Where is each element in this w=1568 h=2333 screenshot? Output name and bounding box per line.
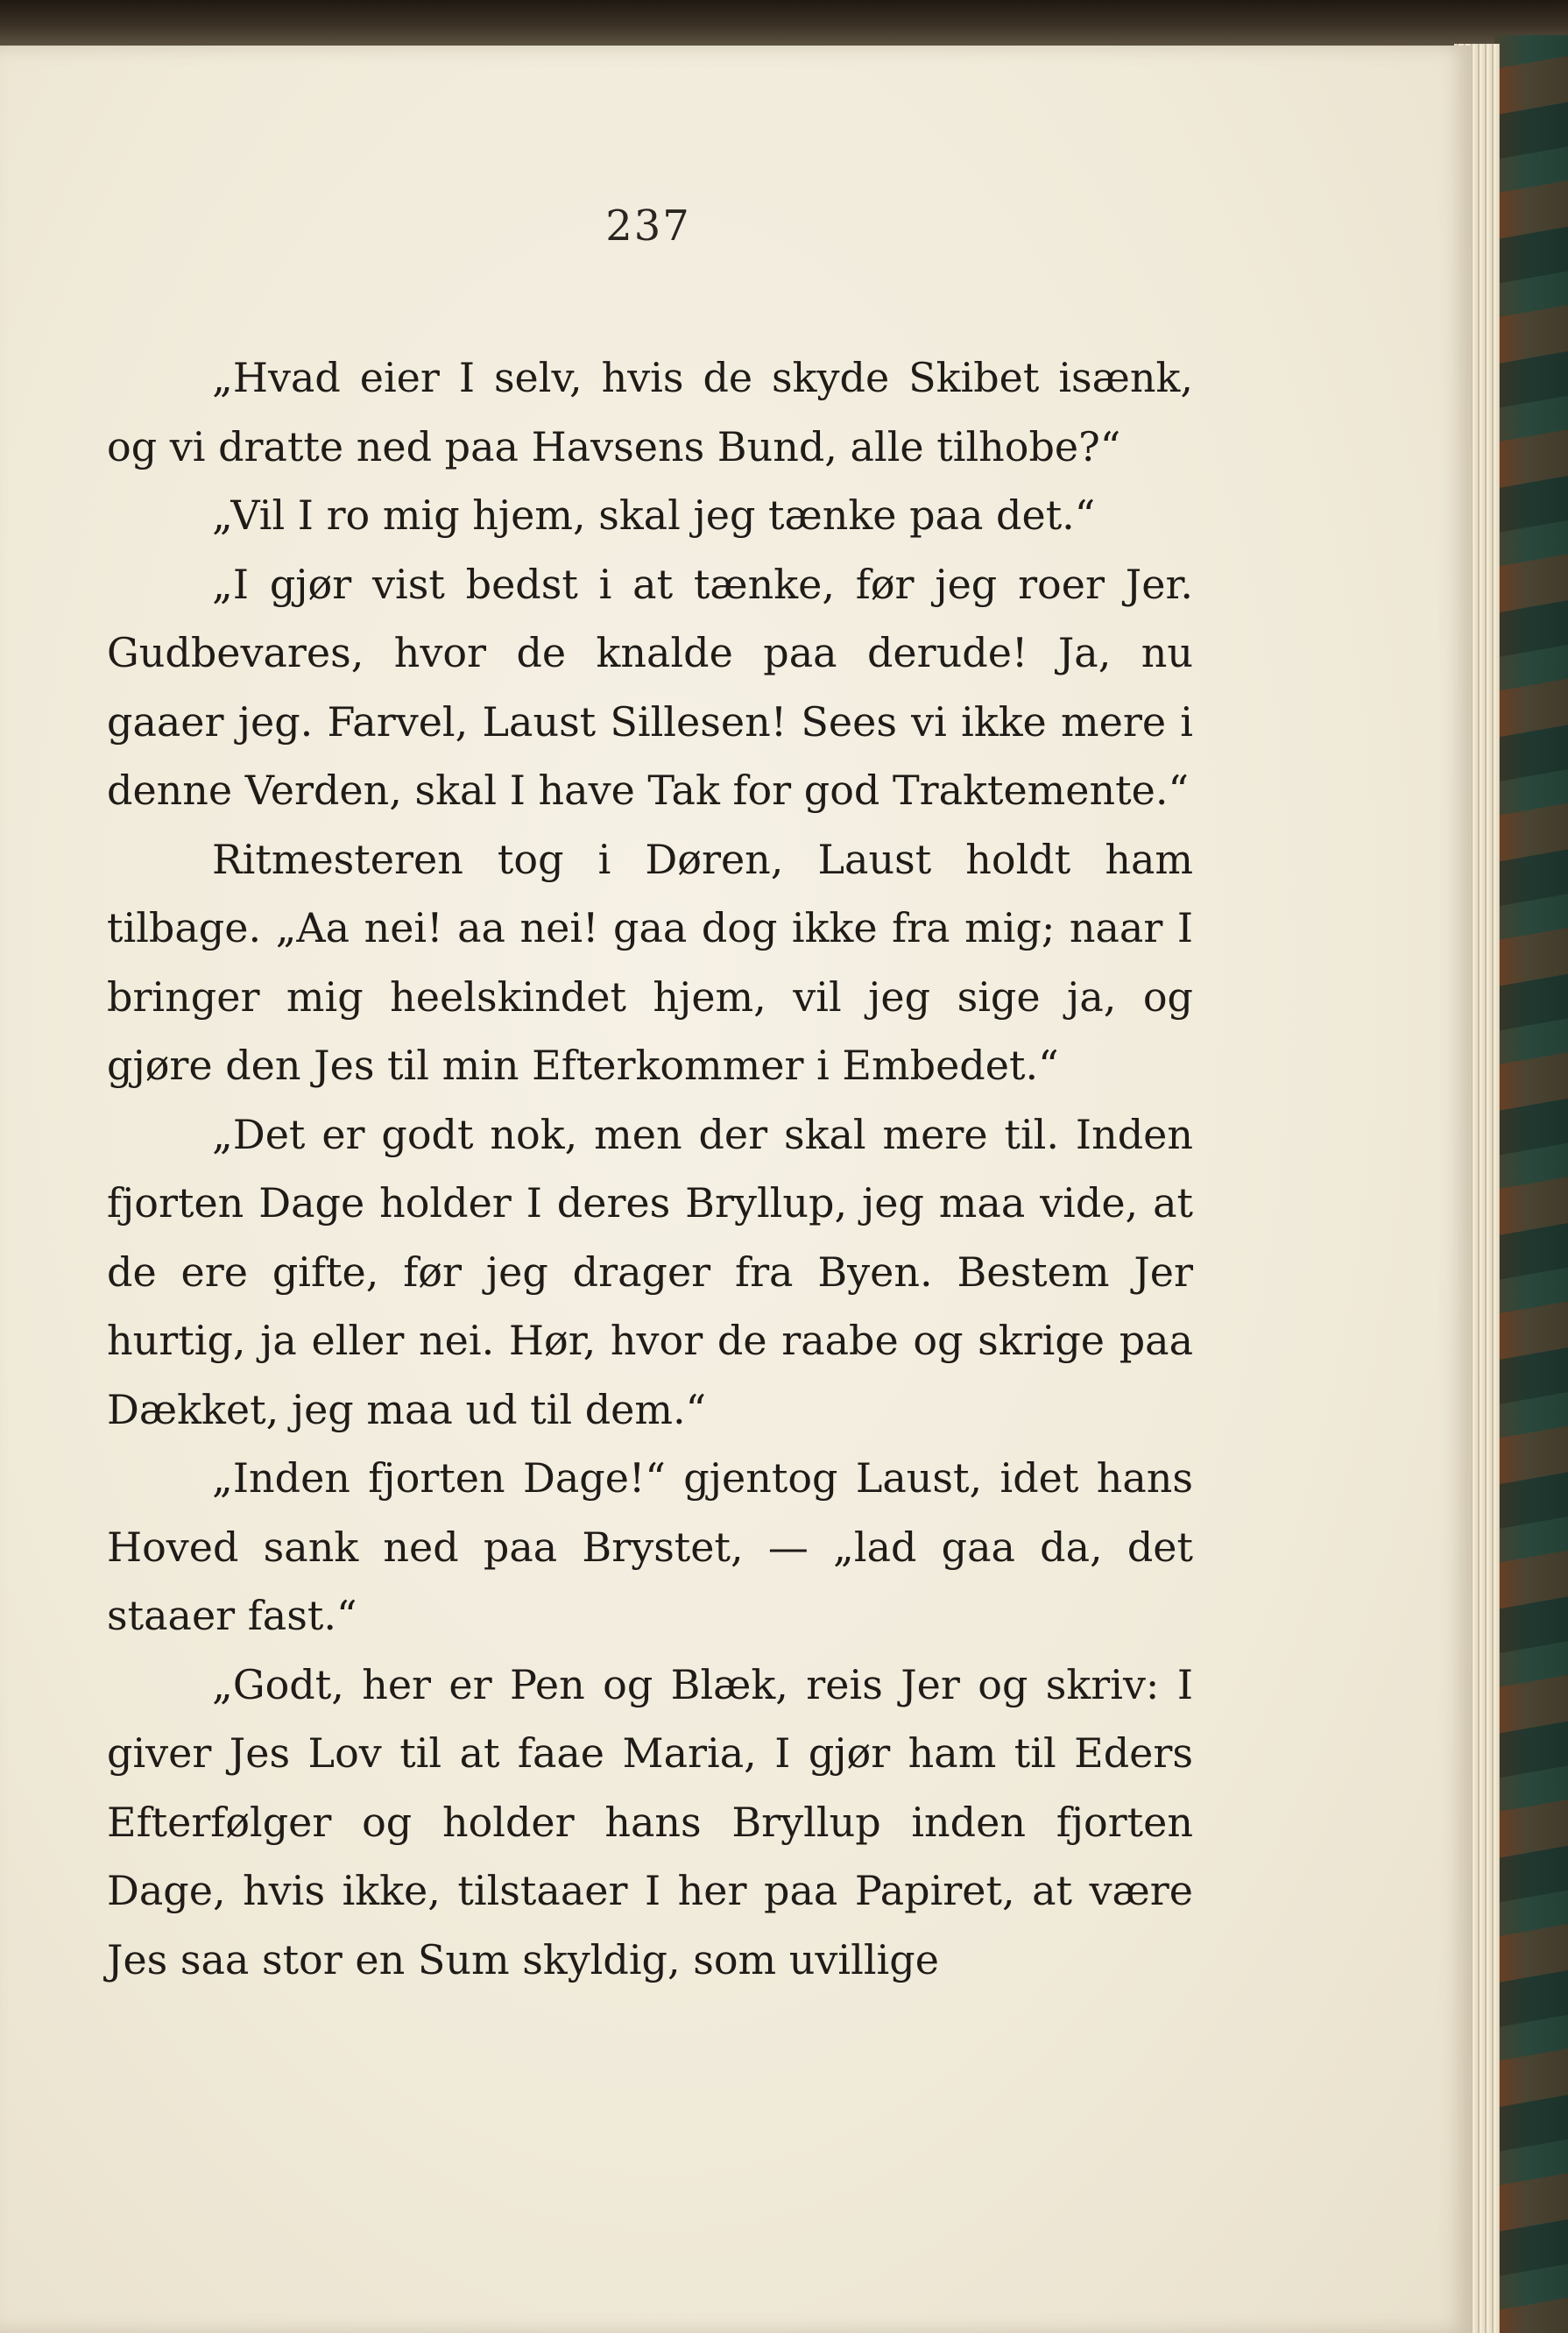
- paragraph: „Inden fjorten Dage!“ gjentog Laust, idet hans Hoved sank ned paa Brystet, — „lad gaa da, det staaer fast.“: [107, 1454, 1193, 1639]
- paragraph: „I gjør vist bedst i at tænke, før jeg roer Jer. Gudbevares, hvor de knalde paa derude! Ja, nu gaaer jeg. Farvel, Laust Sillesen! Sees vi ikke mere i denne Verden, skal I have Tak for god Traktemente.“: [107, 560, 1193, 814]
- book-page: [0, 46, 1472, 2333]
- book-cover-edge: [1494, 35, 1568, 2333]
- paragraph: Ritmesteren tog i Døren, Laust holdt ham tilbage. „Aa nei! aa nei! gaa dog ikke fra mig; naar I bringer mig heelskindet hjem, vil jeg sige ja, og gjøre den Jes til min Efterkommer i Embedet.“: [107, 835, 1193, 1089]
- book-top-edge: [0, 0, 1568, 46]
- paragraph: „Hvad eier I selv, hvis de skyde Skibet isænk, og vi dratte ned paa Havsens Bund, alle tilhobe?“: [107, 354, 1193, 470]
- page-number: 237: [605, 201, 691, 251]
- paragraph: „Godt, her er Pen og Blæk, reis Jer og skriv: I giver Jes Lov til at faae Maria, I gjør ham til Eders Efterfølger og holder hans Bryllup inden fjorten Dage, hvis ikke, tilstaaer I her paa Papiret, at være Jes saa stor en Sum skyldig, som uvillige: [107, 1660, 1193, 1983]
- page-body: [107, 343, 1193, 1994]
- paragraph: „Det er godt nok, men der skal mere til. Inden fjorten Dage holder I deres Bryllup, jeg maa vide, at de ere gifte, før jeg drager fra Byen. Bestem Jer hurtig, ja eller nei. Hør, hvor de raabe og skrige paa Dækket, jeg maa ud til dem.“: [107, 1110, 1193, 1433]
- paragraph: „Vil I ro mig hjem, skal jeg tænke paa det.“: [212, 491, 1096, 539]
